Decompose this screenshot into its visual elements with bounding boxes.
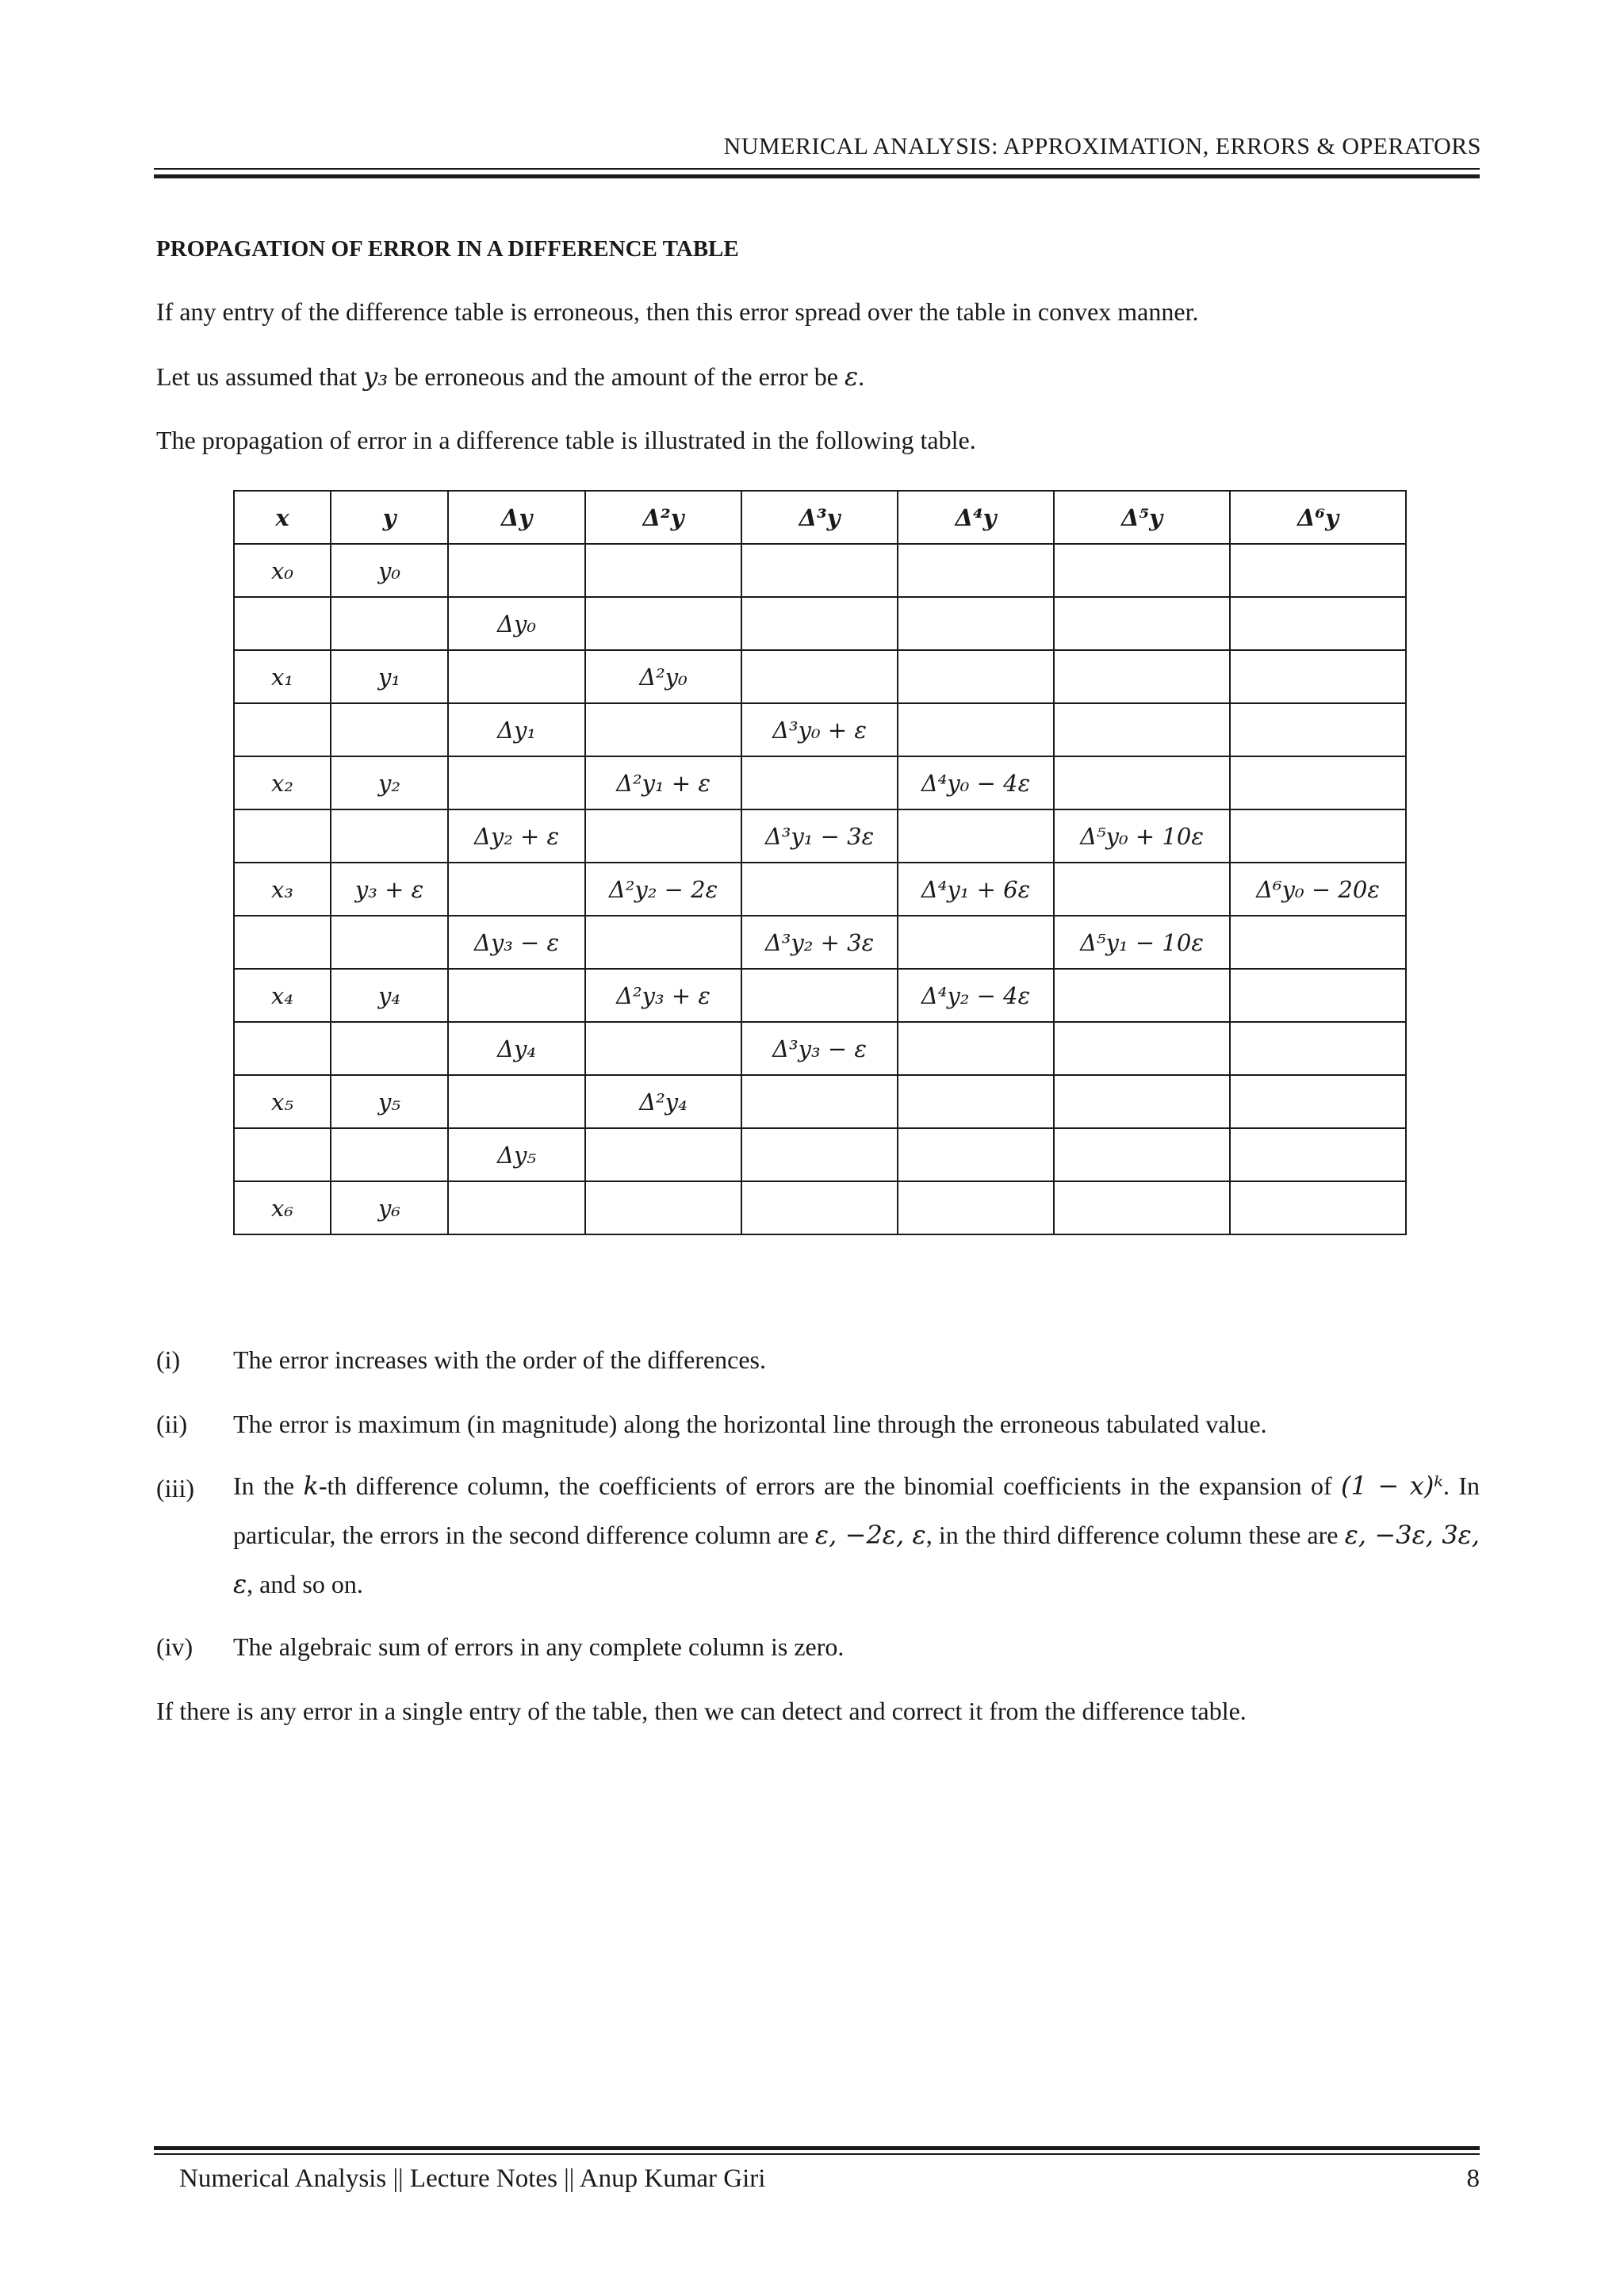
table-cell — [898, 544, 1054, 597]
running-header: NUMERICAL ANALYSIS: APPROXIMATION, ERRORS & OPERATORS — [723, 133, 1481, 159]
table-cell — [741, 1075, 898, 1128]
table-row — [234, 1075, 1406, 1128]
table-cell — [585, 597, 741, 650]
table-cell — [898, 650, 1054, 703]
table-cell — [898, 703, 1054, 756]
column-header: Δ³y — [741, 491, 898, 544]
table-cell — [898, 916, 1054, 969]
table-cell — [1230, 809, 1406, 863]
table-cell — [585, 544, 741, 597]
text-segment: , and so on. — [247, 1570, 363, 1598]
table-cell: Δy₂ + ε — [448, 809, 585, 863]
table-cell — [1230, 650, 1406, 703]
table-cell — [1230, 969, 1406, 1022]
table-cell: y₆ — [331, 1181, 448, 1234]
table-cell — [448, 1075, 585, 1128]
table-cell — [1054, 544, 1230, 597]
section-title: PROPAGATION OF ERROR IN A DIFFERENCE TABLE — [156, 236, 739, 262]
table-row — [234, 1128, 1406, 1181]
table-cell: Δy₀ — [448, 597, 585, 650]
observation-iv: The algebraic sum of errors in any complete column is zero. — [233, 1632, 845, 1661]
header-rule-thin — [154, 168, 1480, 170]
footer-text: Numerical Analysis || Lecture Notes || Anup Kumar Giri — [179, 2164, 766, 2193]
text-segment: be erroneous and the amount of the error be — [388, 362, 845, 391]
table-cell: Δ³y₃ − ε — [741, 1022, 898, 1075]
table-cell — [1230, 1022, 1406, 1075]
table-cell — [448, 650, 585, 703]
text-segment: -th difference column, the coefficients of errors are the binomial coefficients in the expansion of — [318, 1471, 1342, 1500]
table-cell — [1054, 1128, 1230, 1181]
table-cell — [234, 809, 331, 863]
table-cell — [741, 544, 898, 597]
list-number: (ii) — [156, 1410, 188, 1438]
observation-iii — [233, 1461, 1480, 1609]
table-cell — [234, 597, 331, 650]
table-cell — [585, 1128, 741, 1181]
table-cell — [331, 597, 448, 650]
table-cell: Δ²y₀ — [585, 650, 741, 703]
table-cell: Δ²y₁ + ε — [585, 756, 741, 809]
table-cell: Δ³y₀ + ε — [741, 703, 898, 756]
page-number: 8 — [1466, 2164, 1480, 2193]
footer-rule-thin — [154, 2153, 1480, 2155]
table-cell: y₄ — [331, 969, 448, 1022]
table-cell — [1054, 756, 1230, 809]
table-cell — [448, 544, 585, 597]
text-segment: . In particular, the errors in the second difference column are — [233, 1471, 1480, 1549]
paragraph-conclusion: If there is any error in a single entry of the table, then we can detect and correct it from the difference table. — [156, 1697, 1247, 1725]
table-cell — [898, 597, 1054, 650]
math-sequence-third: ε, −3ε, 3ε, ε — [233, 1520, 1480, 1599]
table-cell — [741, 1181, 898, 1234]
table-cell — [1230, 1075, 1406, 1128]
table-cell — [1230, 916, 1406, 969]
table-cell — [741, 756, 898, 809]
table-cell — [1054, 1181, 1230, 1234]
math-k: k — [303, 1471, 319, 1501]
column-header: Δ⁴y — [898, 491, 1054, 544]
table-cell — [234, 916, 331, 969]
table-cell: y₂ — [331, 756, 448, 809]
table-cell — [1230, 756, 1406, 809]
table-cell — [1230, 703, 1406, 756]
table-cell — [741, 650, 898, 703]
table-cell: Δ²y₄ — [585, 1075, 741, 1128]
table-cell — [234, 1022, 331, 1075]
column-header: Δ⁵y — [1054, 491, 1230, 544]
table-cell — [898, 809, 1054, 863]
table-cell — [585, 916, 741, 969]
table-cell — [741, 1128, 898, 1181]
table-cell — [1054, 650, 1230, 703]
list-number: (iv) — [156, 1632, 193, 1661]
paragraph-intro: If any entry of the difference table is erroneous, then this error spread over the table in convex manner. — [156, 297, 1199, 326]
table-cell — [1230, 597, 1406, 650]
observation-ii: The error is maximum (in magnitude) along the horizontal line through the erroneous tabulated value. — [233, 1410, 1267, 1438]
table-cell: x₆ — [234, 1181, 331, 1234]
table-row — [234, 703, 1406, 756]
text-segment: . — [858, 362, 865, 391]
difference-table — [233, 490, 1407, 1235]
footer-rule-thick — [154, 2146, 1480, 2150]
table-cell — [448, 969, 585, 1022]
column-header: y — [331, 491, 448, 544]
table-cell: x₅ — [234, 1075, 331, 1128]
table-cell: y₃ + ε — [331, 863, 448, 916]
table-cell — [331, 916, 448, 969]
table-cell — [1054, 1075, 1230, 1128]
table-cell — [234, 703, 331, 756]
table-cell — [1054, 969, 1230, 1022]
table-cell — [585, 1181, 741, 1234]
observation-i: The error increases with the order of the differences. — [233, 1345, 766, 1374]
math-epsilon: ε — [844, 362, 859, 392]
table-cell: y₅ — [331, 1075, 448, 1128]
table-cell — [898, 1075, 1054, 1128]
column-header: Δ²y — [585, 491, 741, 544]
table-cell — [585, 809, 741, 863]
table-cell — [1054, 597, 1230, 650]
table-cell — [1230, 544, 1406, 597]
table-cell: Δy₅ — [448, 1128, 585, 1181]
table-cell: Δ⁵y₀ + 10ε — [1054, 809, 1230, 863]
table-cell: x₂ — [234, 756, 331, 809]
table-row — [234, 544, 1406, 597]
table-cell — [1054, 1022, 1230, 1075]
table-cell — [898, 1128, 1054, 1181]
table-cell — [331, 703, 448, 756]
table-cell: Δ³y₁ − 3ε — [741, 809, 898, 863]
table-cell — [585, 703, 741, 756]
table-cell — [1054, 863, 1230, 916]
table-row — [234, 1022, 1406, 1075]
table-cell: x₁ — [234, 650, 331, 703]
table-cell — [898, 1022, 1054, 1075]
table-cell: Δ⁵y₁ − 10ε — [1054, 916, 1230, 969]
paragraph-table-intro: The propagation of error in a difference table is illustrated in the following table. — [156, 426, 976, 454]
text-segment: , in the third difference column these are — [925, 1521, 1345, 1549]
table-row — [234, 756, 1406, 809]
paragraph-assumption — [156, 362, 864, 392]
table-row — [234, 969, 1406, 1022]
text-segment: In the — [233, 1471, 304, 1500]
table-cell: Δ⁴y₀ − 4ε — [898, 756, 1054, 809]
column-header: x — [234, 491, 331, 544]
table-cell — [448, 756, 585, 809]
table-cell — [741, 863, 898, 916]
table-cell — [1054, 703, 1230, 756]
list-number: (iii) — [156, 1474, 194, 1502]
table-cell: Δ³y₂ + 3ε — [741, 916, 898, 969]
table-cell: y₀ — [331, 544, 448, 597]
table-cell — [331, 1022, 448, 1075]
table-cell — [448, 863, 585, 916]
column-header: Δy — [448, 491, 585, 544]
table-cell: Δ⁴y₁ + 6ε — [898, 863, 1054, 916]
table-cell: Δy₁ — [448, 703, 585, 756]
math-sequence-second: ε, −2ε, ε — [814, 1520, 926, 1550]
text-segment: Let us assumed that — [156, 362, 364, 391]
table-cell — [331, 809, 448, 863]
table-cell — [1230, 1128, 1406, 1181]
table-cell — [741, 969, 898, 1022]
table-cell: Δy₄ — [448, 1022, 585, 1075]
table-cell: x₃ — [234, 863, 331, 916]
table-row — [234, 809, 1406, 863]
table-row — [234, 1181, 1406, 1234]
table-cell: x₄ — [234, 969, 331, 1022]
list-number: (i) — [156, 1345, 181, 1374]
table-row — [234, 863, 1406, 916]
table-cell — [1230, 1181, 1406, 1234]
column-header: Δ⁶y — [1230, 491, 1406, 544]
math-expansion: (1 − x)ᵏ — [1341, 1471, 1443, 1501]
table-cell — [741, 597, 898, 650]
table-cell — [585, 1022, 741, 1075]
table-cell: y₁ — [331, 650, 448, 703]
header-rule-thick — [154, 174, 1480, 178]
table-header-row — [234, 491, 1406, 544]
table-cell: Δy₃ − ε — [448, 916, 585, 969]
math-variable: y₃ — [363, 362, 389, 392]
table-cell: Δ²y₂ − 2ε — [585, 863, 741, 916]
table-cell — [898, 1181, 1054, 1234]
table-cell: x₀ — [234, 544, 331, 597]
table-cell — [331, 1128, 448, 1181]
table-row — [234, 916, 1406, 969]
table-cell: Δ²y₃ + ε — [585, 969, 741, 1022]
table-row — [234, 650, 1406, 703]
table-cell — [448, 1181, 585, 1234]
table-cell — [234, 1128, 331, 1181]
table-cell: Δ⁶y₀ − 20ε — [1230, 863, 1406, 916]
table-row — [234, 597, 1406, 650]
table-cell: Δ⁴y₂ − 4ε — [898, 969, 1054, 1022]
